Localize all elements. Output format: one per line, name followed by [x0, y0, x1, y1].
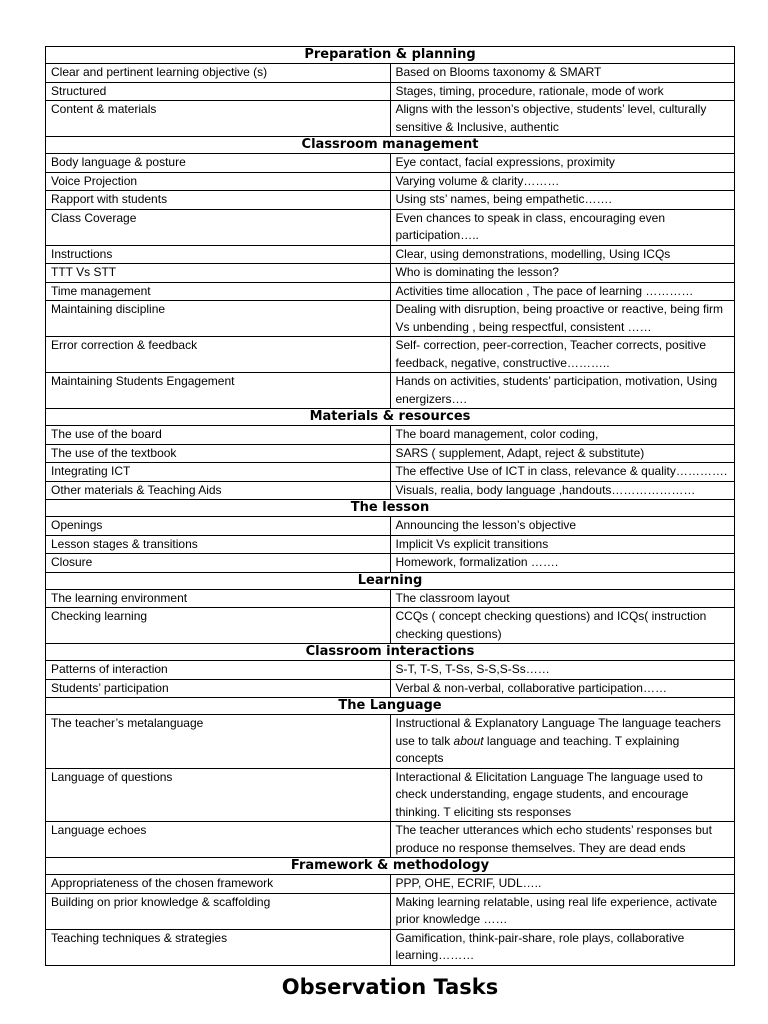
section-header-row — [46, 698, 735, 715]
description-cell: Based on Blooms taxonomy & SMART — [390, 64, 735, 83]
table-row — [46, 554, 735, 573]
description-cell: SARS ( supplement, Adapt, reject & substitute) — [390, 444, 735, 463]
criterion-cell: Structured — [46, 82, 391, 101]
description-cell: Even chances to speak in class, encouraging even participation….. — [390, 209, 735, 245]
section-header-row — [46, 47, 735, 64]
criterion-cell: The use of the textbook — [46, 444, 391, 463]
criterion-cell: Students’ participation — [46, 679, 391, 698]
description-cell: Self- correction, peer-correction, Teacher corrects, positive feedback, negative, constructive……….. — [390, 337, 735, 373]
criterion-cell: Lesson stages & transitions — [46, 535, 391, 554]
criterion-cell: Time management — [46, 282, 391, 301]
criterion-cell: The teacher’s metalanguage — [46, 715, 391, 769]
table-row — [46, 679, 735, 698]
section-heading: Materials & resources — [46, 409, 735, 426]
table-row — [46, 444, 735, 463]
description-cell: Interactional & Elicitation Language The language used to check understanding, engage students, and encourage thinking. T eliciting sts responses — [390, 768, 735, 822]
description-cell: Eye contact, facial expressions, proximity — [390, 154, 735, 173]
table-row — [46, 101, 735, 137]
table-row — [46, 82, 735, 101]
document-title: Observation Tasks — [281, 974, 499, 999]
table-row — [46, 337, 735, 373]
section-heading: The lesson — [46, 500, 735, 517]
criterion-cell: The learning environment — [46, 589, 391, 608]
description-cell: Using sts’ names, being empathetic……. — [390, 191, 735, 210]
description-cell: The classroom layout — [390, 589, 735, 608]
criterion-cell: TTT Vs STT — [46, 264, 391, 283]
table-row — [46, 154, 735, 173]
observation-table-body — [46, 47, 735, 966]
criterion-cell: Maintaining Students Engagement — [46, 373, 391, 409]
criterion-cell: Language of questions — [46, 768, 391, 822]
criterion-cell: Error correction & feedback — [46, 337, 391, 373]
table-row — [46, 715, 735, 769]
description-cell: Announcing the lesson’s objective — [390, 517, 735, 536]
description-cell: Stages, timing, procedure, rationale, mode of work — [390, 82, 735, 101]
table-row — [46, 535, 735, 554]
criterion-cell: Maintaining discipline — [46, 301, 391, 337]
criterion-cell: Building on prior knowledge & scaffolding — [46, 893, 391, 929]
section-header-row — [46, 644, 735, 661]
table-row — [46, 929, 735, 965]
description-cell — [390, 715, 735, 769]
table-row — [46, 373, 735, 409]
table-row — [46, 893, 735, 929]
table-row — [46, 245, 735, 264]
description-cell: Dealing with disruption, being proactive or reactive, being firm Vs unbending , being respectful, consistent …… — [390, 301, 735, 337]
section-heading: Classroom interactions — [46, 644, 735, 661]
description-cell: Activities time allocation , The pace of learning ………… — [390, 282, 735, 301]
observation-table — [45, 46, 735, 966]
description-cell: Varying volume & clarity……… — [390, 172, 735, 191]
description-cell: Hands on activities, students’ participation, motivation, Using energizers…. — [390, 373, 735, 409]
criterion-cell: Clear and pertinent learning objective (s) — [46, 64, 391, 83]
criterion-cell: Other materials & Teaching Aids — [46, 481, 391, 500]
table-row — [46, 172, 735, 191]
description-cell: Implicit Vs explicit transitions — [390, 535, 735, 554]
description-cell: The teacher utterances which echo students’ responses but produce no response themselves. They are dead ends — [390, 822, 735, 858]
table-row — [46, 517, 735, 536]
section-header-row — [46, 500, 735, 517]
description-cell: PPP, OHE, ECRIF, UDL….. — [390, 875, 735, 894]
criterion-cell: Language echoes — [46, 822, 391, 858]
section-header-row — [46, 409, 735, 426]
description-cell: The effective Use of ICT in class, relevance & quality…………. — [390, 463, 735, 482]
table-row — [46, 282, 735, 301]
criterion-cell: Patterns of interaction — [46, 661, 391, 680]
observation-sheet — [45, 46, 735, 999]
section-heading: Learning — [46, 572, 735, 589]
criterion-cell: Openings — [46, 517, 391, 536]
section-heading: Classroom management — [46, 137, 735, 154]
section-heading: Framework & methodology — [46, 858, 735, 875]
criterion-cell: Integrating ICT — [46, 463, 391, 482]
emphasis-text: about — [453, 733, 484, 748]
criterion-cell: Content & materials — [46, 101, 391, 137]
table-row — [46, 661, 735, 680]
description-text: language and teaching. T explaining concepts — [395, 733, 680, 765]
section-header-row — [46, 137, 735, 154]
criterion-cell: Body language & posture — [46, 154, 391, 173]
table-row — [46, 481, 735, 500]
table-row — [46, 426, 735, 445]
description-cell: Making learning relatable, using real life experience, activate prior knowledge …… — [390, 893, 735, 929]
table-row — [46, 822, 735, 858]
description-cell: Clear, using demonstrations, modelling, Using ICQs — [390, 245, 735, 264]
description-cell: Gamification, think-pair-share, role plays, collaborative learning……… — [390, 929, 735, 965]
table-row — [46, 209, 735, 245]
table-row — [46, 301, 735, 337]
description-cell: S-T, T-S, T-Ss, S-S,S-Ss…… — [390, 661, 735, 680]
criterion-cell: Checking learning — [46, 608, 391, 644]
criterion-cell: Closure — [46, 554, 391, 573]
criterion-cell: Appropriateness of the chosen framework — [46, 875, 391, 894]
table-row — [46, 768, 735, 822]
criterion-cell: Voice Projection — [46, 172, 391, 191]
section-header-row — [46, 858, 735, 875]
table-row — [46, 463, 735, 482]
table-row — [46, 608, 735, 644]
table-row — [46, 264, 735, 283]
table-row — [46, 589, 735, 608]
description-cell: Aligns with the lesson’s objective, students’ level, culturally sensitive & Inclusive, authentic — [390, 101, 735, 137]
description-cell: Homework, formalization ……. — [390, 554, 735, 573]
description-cell: Visuals, realia, body language ,handouts………………… — [390, 481, 735, 500]
description-cell: CCQs ( concept checking questions) and ICQs( instruction checking questions) — [390, 608, 735, 644]
description-cell: Verbal & non-verbal, collaborative participation…… — [390, 679, 735, 698]
criterion-cell: Rapport with students — [46, 191, 391, 210]
table-row — [46, 191, 735, 210]
criterion-cell: Instructions — [46, 245, 391, 264]
table-row — [46, 64, 735, 83]
description-cell: Who is dominating the lesson? — [390, 264, 735, 283]
section-heading: Preparation & planning — [46, 47, 735, 64]
table-row — [46, 875, 735, 894]
description-text: Instructional & Explanatory Language The language teachers use to talk — [395, 716, 721, 748]
criterion-cell: The use of the board — [46, 426, 391, 445]
criterion-cell: Class Coverage — [46, 209, 391, 245]
section-header-row — [46, 572, 735, 589]
section-heading: The Language — [46, 698, 735, 715]
criterion-cell: Teaching techniques & strategies — [46, 929, 391, 965]
description-cell: The board management, color coding, — [390, 426, 735, 445]
